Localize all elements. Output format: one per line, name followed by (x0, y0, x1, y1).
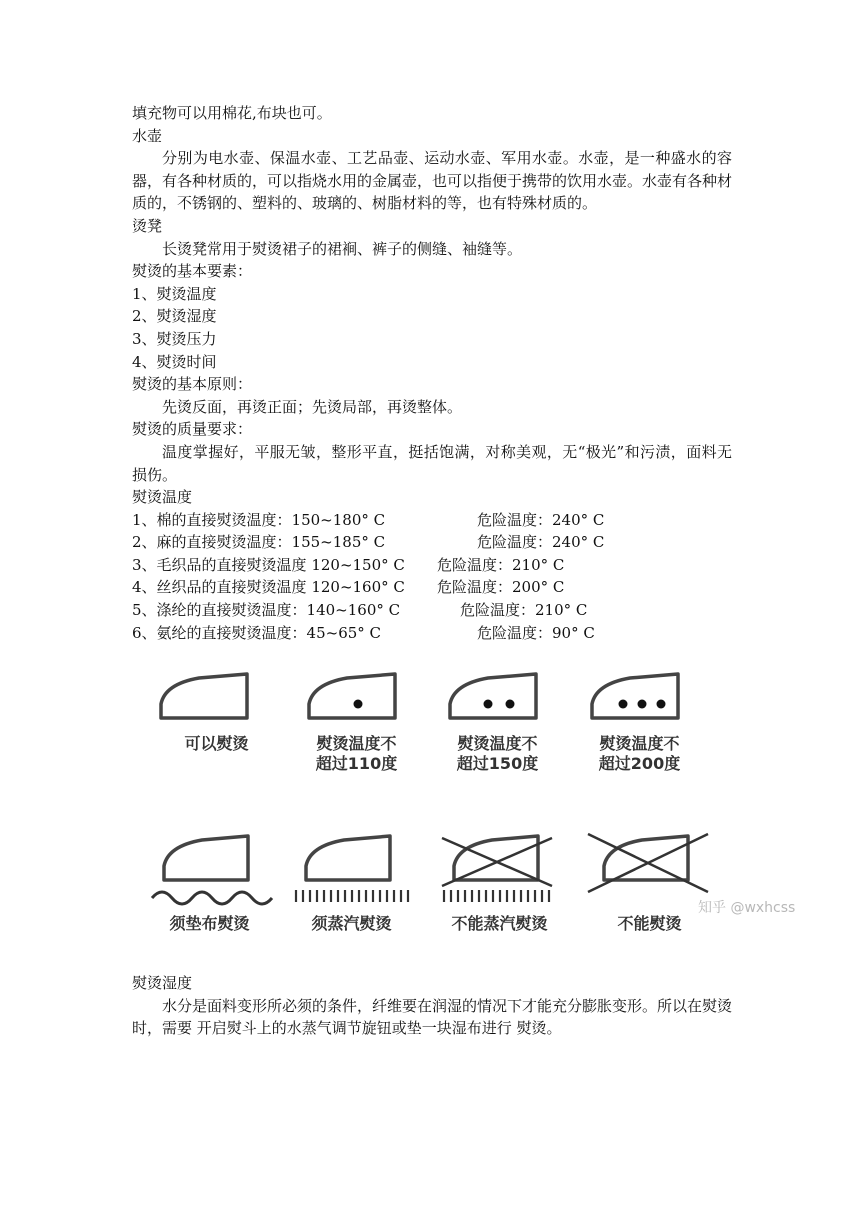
temperature-label: 4、丝织品的直接熨烫温度 120~160° C (132, 578, 405, 597)
iron-icon (149, 660, 284, 730)
symbol-caption: 熨烫温度不 超过200度 (598, 734, 681, 774)
temperature-row (132, 576, 732, 599)
watermark: 知乎 @wxhcss (698, 900, 796, 917)
symbol-caption: 熨烫温度不 超过150度 (456, 734, 539, 774)
symbol-cell (149, 660, 284, 754)
symbol-cell (284, 820, 419, 934)
symbol-caption: 可以熨烫 (184, 734, 249, 754)
humidity-body: 水分是面料变形所必须的条件，纤维要在润湿的情况下才能充分膨胀变形。所以在熨烫时，需要 开启熨斗上的水蒸气调节旋钮或垫一块湿布进行 熨烫。 (132, 996, 733, 1038)
danger-temperature: 危险温度：210° C (437, 555, 565, 574)
symbol-cell (289, 660, 424, 774)
element-item: 2、熨烫湿度 (132, 307, 217, 326)
kettle-body: 分别为电水壶、保温水壶、工艺品壶、运动水壶、军用水壶。水壶，是一种盛水的容器，有各种材质的，可以指烧水用的金属壶，也可以指便于携带的饮用水壶。水壶有各种材质的，不锈钢的、塑料的、玻璃的、树脂材料的等，也有特殊材质的。 (132, 149, 733, 213)
iron-cloth-icon (142, 820, 277, 910)
iron-steam-icon (284, 820, 419, 910)
ironing-symbols-figure (132, 652, 796, 970)
symbol-cell (432, 820, 567, 934)
symbol-cell (430, 660, 565, 774)
symbol-cell (142, 820, 277, 934)
danger-temperature: 危险温度：90° C (477, 623, 595, 642)
symbol-cell (582, 820, 717, 934)
document-page (132, 102, 796, 1040)
symbol-caption: 不能蒸汽熨烫 (451, 914, 548, 934)
quality-heading: 熨烫的质量要求： (132, 420, 253, 439)
bench-heading: 烫凳 (132, 216, 163, 235)
symbol-caption: 须垫布熨烫 (169, 914, 250, 934)
danger-temperature: 危险温度：210° C (460, 601, 588, 620)
symbol-cell (572, 660, 707, 774)
principles-body: 先烫反面，再烫正面；先烫局部，再烫整体。 (162, 397, 463, 416)
iron-two-dots-icon (430, 660, 565, 730)
element-item: 4、熨烫时间 (132, 352, 217, 371)
temperature-label: 2、麻的直接熨烫温度：155~185° C (132, 533, 386, 552)
temperature-row (132, 622, 732, 645)
symbol-caption: 须蒸汽熨烫 (311, 914, 392, 934)
temperature-heading: 熨烫温度 (132, 488, 193, 507)
bench-body: 长烫凳常用于熨烫裙子的裙裥、裤子的侧缝、袖缝等。 (162, 239, 523, 258)
danger-temperature: 危险温度：200° C (437, 578, 565, 597)
quality-body: 温度掌握好，平服无皱，整形平直，挺括饱满，对称美观，无“极光”和污渍，面料无损伤。 (132, 442, 732, 484)
symbol-caption: 熨烫温度不 超过110度 (315, 734, 398, 774)
iron-no-steam-icon (432, 820, 567, 910)
danger-temperature: 危险温度：240° C (477, 510, 605, 529)
temperature-label: 3、毛织品的直接熨烫温度 120~150° C (132, 555, 405, 574)
iron-three-dots-icon (572, 660, 707, 730)
symbol-caption: 不能熨烫 (617, 914, 682, 934)
temperature-row (132, 554, 732, 577)
temperature-label: 6、氨纶的直接熨烫温度：45~65° C (132, 623, 382, 642)
temperature-label: 5、涤纶的直接熨烫温度：140~160° C (132, 601, 401, 620)
kettle-heading: 水壶 (132, 126, 163, 145)
temperature-label: 1、棉的直接熨烫温度：150~180° C (132, 510, 386, 529)
temperature-row (132, 599, 732, 622)
principles-heading: 熨烫的基本原则： (132, 375, 253, 394)
elements-heading: 熨烫的基本要素： (132, 262, 253, 281)
element-item: 3、熨烫压力 (132, 329, 217, 348)
temperature-row (132, 509, 732, 532)
temperature-row (132, 531, 732, 554)
iron-no-iron-icon (582, 820, 717, 910)
intro-line: 填充物可以用棉花,布块也可。 (132, 104, 332, 122)
danger-temperature: 危险温度：240° C (477, 533, 605, 552)
humidity-heading: 熨烫湿度 (132, 974, 193, 993)
iron-one-dot-icon (289, 660, 424, 730)
element-item: 1、熨烫温度 (132, 284, 217, 303)
